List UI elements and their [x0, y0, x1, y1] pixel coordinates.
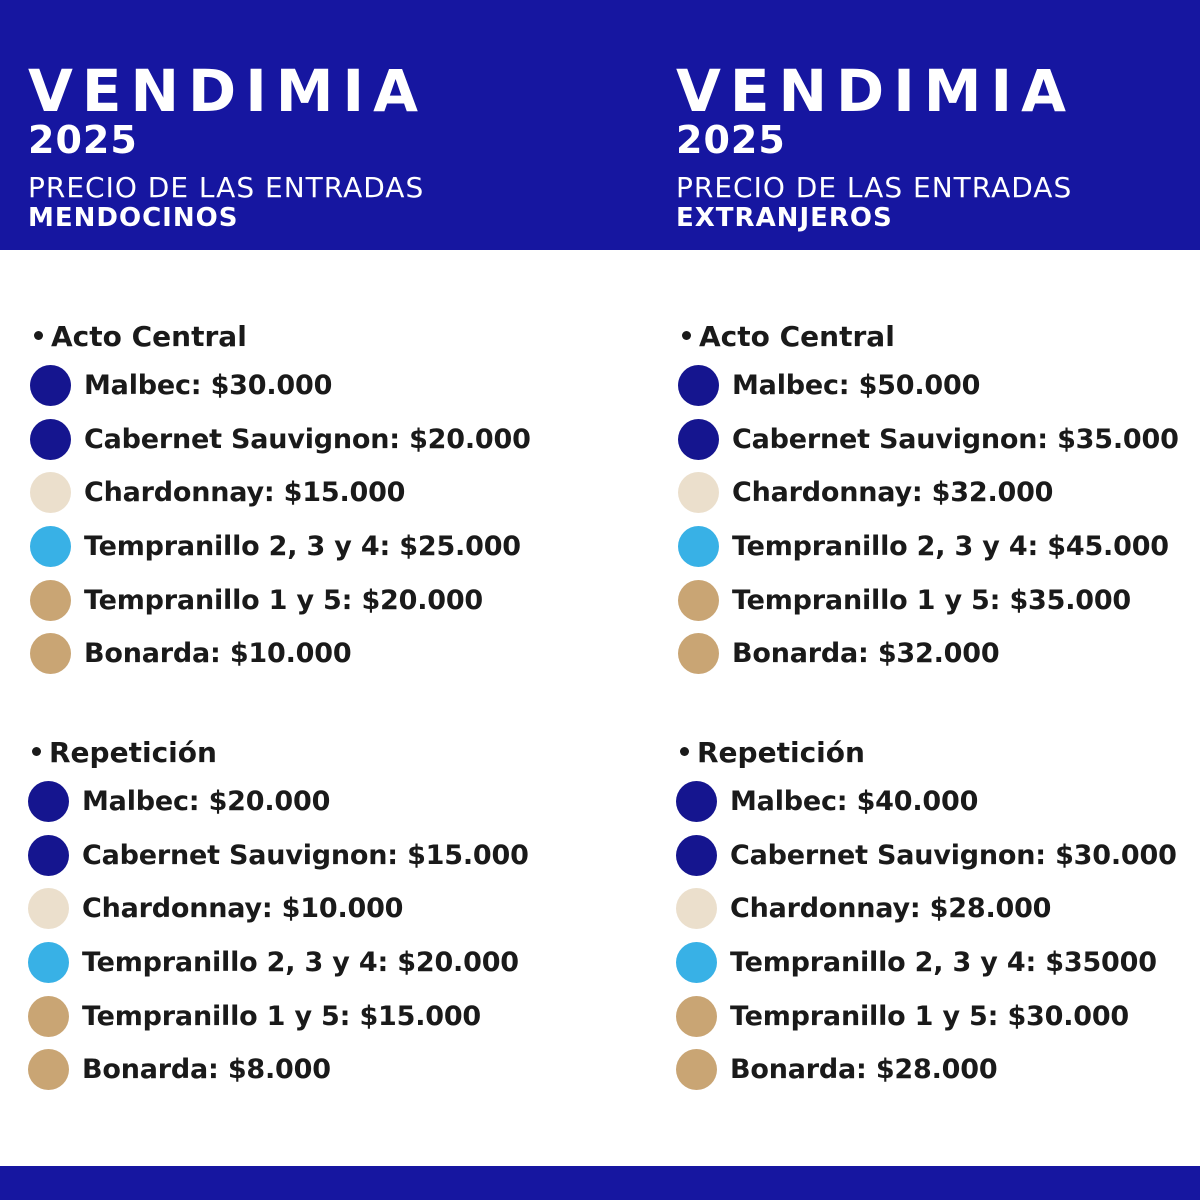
price-label: Malbec: $30.000 [84, 370, 333, 402]
price-row [30, 413, 570, 467]
color-dot-icon [28, 996, 69, 1037]
color-dot-icon [676, 996, 717, 1037]
panel-subtitle: PRECIO DE LAS ENTRADAS [28, 171, 425, 204]
color-dot-icon [28, 781, 69, 822]
section-repeticion [28, 731, 568, 1097]
color-dot-icon [678, 526, 719, 567]
price-row [30, 359, 570, 413]
price-row [678, 413, 1200, 467]
price-label: Bonarda: $28.000 [730, 1054, 998, 1086]
price-label: Cabernet Sauvignon: $20.000 [84, 423, 531, 455]
price-label: Tempranillo 2, 3 y 4: $20.000 [82, 947, 519, 979]
bullet-icon [680, 747, 689, 756]
price-row [28, 1043, 568, 1097]
color-dot-icon [676, 1049, 717, 1090]
price-row [30, 627, 570, 681]
price-label: Tempranillo 1 y 5: $35.000 [732, 584, 1132, 616]
color-dot-icon [28, 1049, 69, 1090]
price-row [28, 989, 568, 1043]
color-dot-icon [30, 419, 71, 460]
color-dot-icon [676, 942, 717, 983]
color-dot-icon [676, 835, 717, 876]
color-dot-icon [28, 835, 69, 876]
price-label: Bonarda: $32.000 [732, 638, 1000, 670]
panel-audience: MENDOCINOS [28, 203, 239, 233]
price-label: Chardonnay: $10.000 [82, 893, 404, 925]
color-dot-icon [30, 633, 71, 674]
price-label: Malbec: $50.000 [732, 370, 981, 402]
price-row [30, 466, 570, 520]
color-dot-icon [28, 942, 69, 983]
bullet-icon [682, 331, 691, 340]
price-label: Cabernet Sauvignon: $30.000 [730, 839, 1177, 871]
color-dot-icon [30, 526, 71, 567]
footer-bar [0, 1166, 1200, 1200]
price-label: Tempranillo 2, 3 y 4: $35000 [730, 947, 1157, 979]
color-dot-icon [676, 888, 717, 929]
color-dot-icon [28, 888, 69, 929]
color-dot-icon [30, 472, 71, 513]
price-row [28, 936, 568, 990]
price-row [28, 829, 568, 883]
color-dot-icon [678, 633, 719, 674]
price-label: Tempranillo 1 y 5: $15.000 [82, 1000, 482, 1032]
price-label: Cabernet Sauvignon: $35.000 [732, 423, 1179, 455]
price-label: Malbec: $20.000 [82, 786, 331, 818]
panel-title: VENDIMIA [676, 57, 1075, 125]
panel-year: 2025 [676, 118, 786, 162]
price-row [678, 627, 1200, 681]
bullet-icon [32, 747, 41, 756]
section-title: Repetición [28, 731, 568, 775]
price-row [30, 573, 570, 627]
price-label: Bonarda: $10.000 [84, 638, 352, 670]
price-label: Malbec: $40.000 [730, 786, 979, 818]
price-row [678, 359, 1200, 413]
section-title: Repetición [676, 731, 1200, 775]
panel-year: 2025 [28, 118, 138, 162]
price-row [28, 775, 568, 829]
panel-subtitle: PRECIO DE LAS ENTRADAS [676, 171, 1073, 204]
section-acto-central [30, 315, 570, 681]
price-row [678, 466, 1200, 520]
color-dot-icon [678, 365, 719, 406]
price-label: Cabernet Sauvignon: $15.000 [82, 839, 529, 871]
price-row [676, 936, 1200, 990]
section-title: Acto Central [30, 315, 570, 359]
color-dot-icon [676, 781, 717, 822]
price-label: Chardonnay: $28.000 [730, 893, 1052, 925]
color-dot-icon [678, 472, 719, 513]
section-title: Acto Central [678, 315, 1200, 359]
price-row [676, 775, 1200, 829]
price-row [676, 989, 1200, 1043]
price-label: Tempranillo 1 y 5: $30.000 [730, 1000, 1130, 1032]
panel-title: VENDIMIA [28, 57, 427, 125]
section-acto-central [678, 315, 1200, 681]
price-row [676, 829, 1200, 883]
price-label: Chardonnay: $32.000 [732, 477, 1054, 509]
price-label: Tempranillo 2, 3 y 4: $25.000 [84, 531, 521, 563]
price-row [676, 882, 1200, 936]
price-row [678, 520, 1200, 574]
color-dot-icon [678, 580, 719, 621]
color-dot-icon [30, 365, 71, 406]
color-dot-icon [30, 580, 71, 621]
price-row [678, 573, 1200, 627]
price-label: Bonarda: $8.000 [82, 1054, 331, 1086]
price-row [30, 520, 570, 574]
price-label: Tempranillo 1 y 5: $20.000 [84, 584, 484, 616]
bullet-icon [34, 331, 43, 340]
panel-audience: EXTRANJEROS [676, 203, 893, 233]
price-row [28, 882, 568, 936]
price-row [676, 1043, 1200, 1097]
price-label: Tempranillo 2, 3 y 4: $45.000 [732, 531, 1169, 563]
price-label: Chardonnay: $15.000 [84, 477, 406, 509]
color-dot-icon [678, 419, 719, 460]
section-repeticion [676, 731, 1200, 1097]
